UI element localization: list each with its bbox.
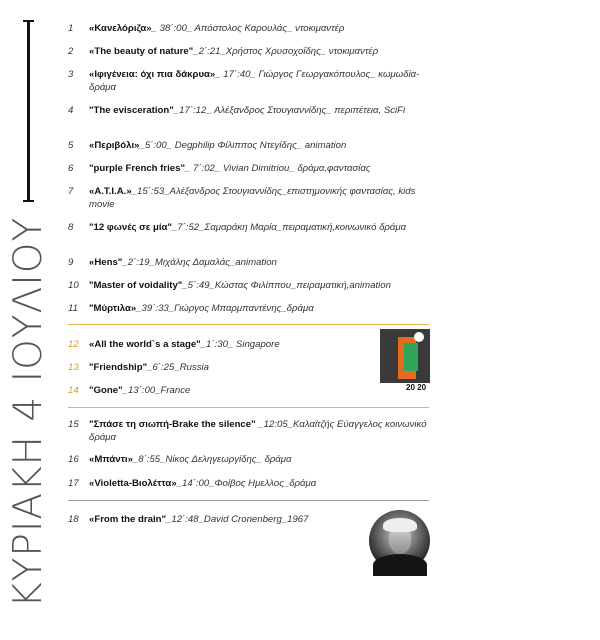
film-credits: Νίκος Δεληγεωργίδης_ δράμα — [165, 454, 292, 465]
film-credits: Σαμαράκη Μαρία_πειραματική,κοινωνικό δράμα — [204, 222, 407, 233]
film-title: "purple French fries" — [89, 163, 185, 174]
film-duration: _5΄:00_ — [139, 140, 173, 151]
item-number: 16 — [68, 454, 79, 465]
film-credits: Χρήστος Χρυσοχοΐδης_ ντοκιμαντέρ — [225, 46, 379, 57]
film-credits: Μιχάλης Δαμαλάς_animation — [154, 257, 277, 268]
film-duration: _ 7΄:02_ — [185, 163, 221, 174]
film-title: «The beauty of nature" — [89, 46, 194, 57]
portrait-hair — [383, 518, 417, 532]
film-credits: Φοίβος Ημελλος_δράμα — [214, 478, 317, 489]
film-credits: Γιώργος Γεωργακόπουλος_ κωμωδία-δράμα — [89, 69, 420, 93]
item-number: 11 — [68, 303, 78, 314]
film-credits: Κώστας Φιλίππου_πειραματική,animation — [214, 280, 391, 291]
film-credits: David Cronenberg_1967 — [203, 514, 309, 525]
film-duration: _5΄:49_ — [182, 280, 215, 291]
film-title: «Hens" — [89, 257, 123, 268]
film-credits: Degphilip Φίλιππος Ντεγίδης_ animation — [172, 140, 347, 151]
festival-poster-image — [380, 329, 430, 401]
sidebar — [0, 0, 60, 640]
vertical-bar-decoration — [27, 20, 30, 202]
film-credits: Καλαϊτζής Εύαγγελος κοινωνικό δράμα — [89, 419, 427, 443]
film-title: «From the drain" — [89, 514, 167, 525]
film-title: "Μύρτιλα» — [89, 303, 137, 314]
item-number: 10 — [68, 280, 79, 291]
poster-year: 20 20 — [406, 383, 427, 392]
film-duration: _8΄:55_ — [132, 454, 166, 465]
film-duration: _2΄:21_ — [193, 46, 226, 57]
film-title: «Ιφιγένεια: όχι πια δάκρυα» — [89, 69, 216, 80]
film-credits: Αλέξανδρος Στουγιαννίδης_επιστημονικής φαντασίας, kids movie — [89, 186, 416, 210]
date-title: ΚΥΡΙΑΚΗ 4 ΙΟΥΛΙΟΥ — [6, 216, 51, 608]
item-number: 2 — [68, 46, 74, 57]
film-credits: Vivian Dimitriou_ δράμα,φαντασίας — [220, 163, 371, 174]
poster-graphic — [404, 343, 418, 371]
film-title: "Master of voidality" — [89, 280, 183, 291]
item-number: 17 — [68, 478, 79, 489]
film-credits: Singapore — [233, 339, 280, 350]
film-title: «Violetta-Βιολέττα» — [89, 478, 177, 489]
section-divider — [68, 324, 429, 325]
film-duration: _17΄:12_ — [173, 105, 212, 116]
item-number: 12 — [68, 339, 79, 350]
film-duration: _39΄:33_ — [136, 303, 175, 314]
film-title: "Σπάσε τη σιωπή-Brake the silence" — [89, 419, 256, 430]
section-divider — [68, 407, 429, 408]
film-title: "The evisceration" — [89, 105, 174, 116]
film-duration: _1΄:30_ — [200, 339, 234, 350]
film-duration: _ 38΄:00_ — [151, 23, 193, 34]
film-title: "Gone" — [89, 385, 123, 396]
film-duration: _12΄:48_ — [166, 514, 204, 525]
item-number: 3 — [68, 69, 74, 80]
film-duration: _7΄:52_ — [171, 222, 205, 233]
item-number: 1 — [68, 23, 74, 34]
film-duration: _6΄:25_ — [147, 362, 180, 373]
film-duration: _15΄:53_ — [131, 186, 170, 197]
film-credits: Απόστολος Καρουλάς_ ντοκιμαντέρ — [192, 23, 345, 34]
portrait-shoulders — [373, 554, 427, 576]
item-number: 18 — [68, 514, 79, 525]
director-portrait — [369, 510, 430, 571]
poster-logo-icon — [414, 332, 424, 342]
item-number: 6 — [68, 163, 74, 174]
item-number: 13 — [68, 362, 79, 373]
item-number: 5 — [68, 140, 74, 151]
item-number: 15 — [68, 419, 79, 430]
film-title: "12 φωνές σε μία" — [89, 222, 172, 233]
film-title: "Friendship" — [89, 362, 148, 373]
film-credits: Αλέξανδρος Στουγιαννίδης_ περιπέτεια, SciFi — [211, 105, 406, 116]
section-divider — [68, 500, 429, 501]
item-number: 7 — [68, 186, 74, 197]
item-number: 4 — [68, 105, 74, 116]
film-credits: Γιώργος Μπαρμπαντένης_δράμα — [174, 303, 314, 314]
film-duration: _2΄:19_ — [122, 257, 155, 268]
film-title: «Α.Τ.Ι.Α.» — [89, 186, 132, 197]
film-duration: _13΄:00_ — [122, 385, 161, 396]
item-number: 14 — [68, 385, 79, 396]
film-credits: Russia — [179, 362, 210, 373]
film-duration: _12:05_ — [255, 419, 294, 430]
film-duration: _ 17΄:40_ — [215, 69, 256, 80]
film-duration: _14΄:00_ — [176, 478, 215, 489]
item-number: 8 — [68, 222, 74, 233]
item-number: 9 — [68, 257, 74, 268]
film-title: «Μπάντι» — [89, 454, 133, 465]
film-title: «All the world`s a stage" — [89, 339, 201, 350]
film-credits: France — [160, 385, 191, 396]
film-title: «Περιβόλι» — [89, 140, 140, 151]
film-title: «Κανελόριζα» — [89, 23, 152, 34]
